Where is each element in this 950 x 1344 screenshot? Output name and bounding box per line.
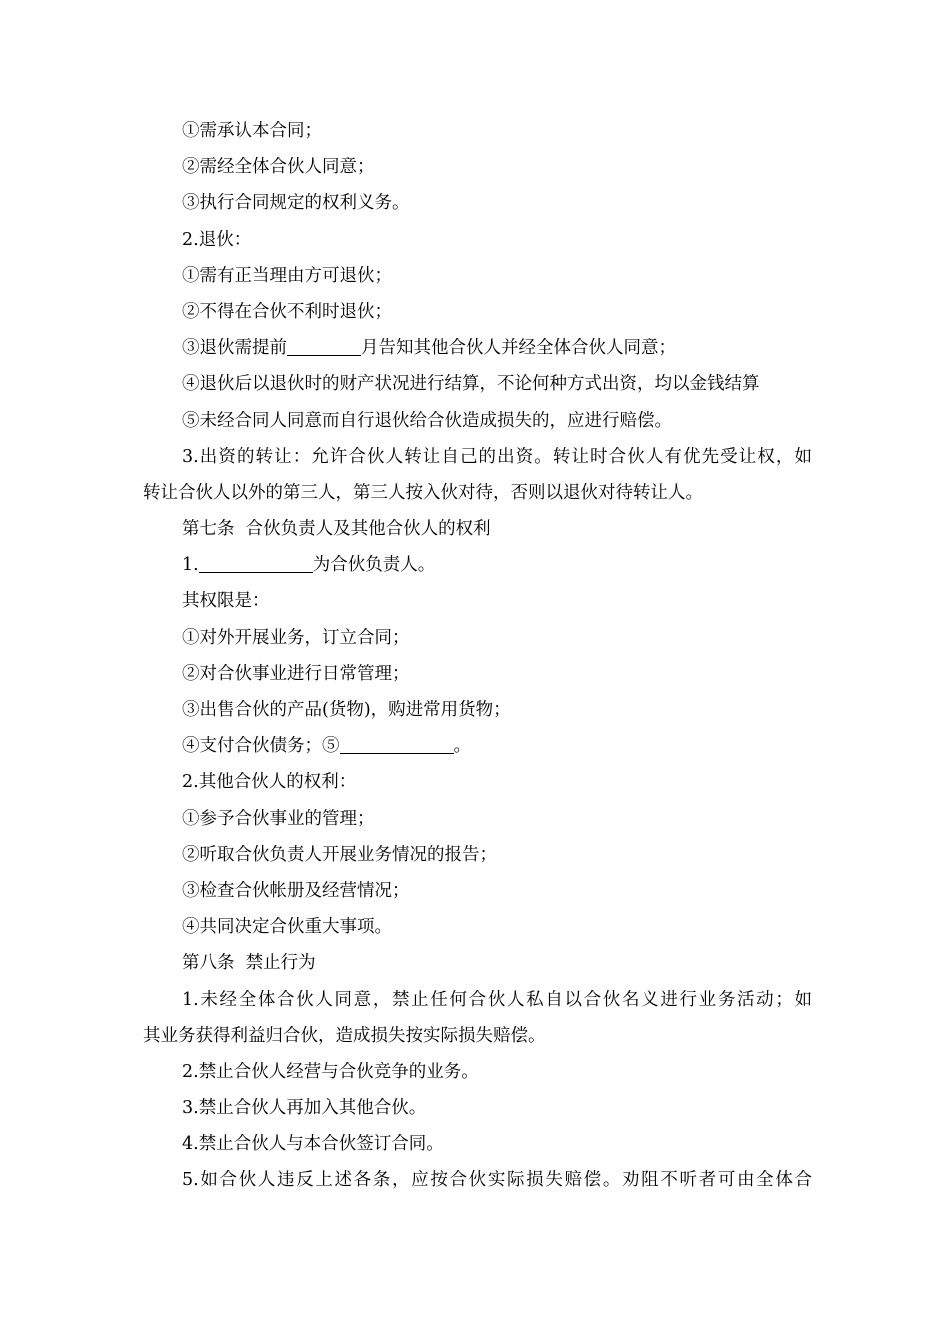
text-segment: ④支付合伙债务；⑤ bbox=[182, 736, 340, 757]
paragraph: ②需经全体合伙人同意； bbox=[182, 157, 375, 178]
paragraph: 4.禁止合伙人与本合伙签订合同。 bbox=[182, 1134, 444, 1155]
paragraph: ④共同决定合伙重大事项。 bbox=[182, 917, 392, 938]
paragraph-continuation: 转让合伙人以外的第三人，第三人按入伙对待，否则以退伙对待转让人。 bbox=[143, 482, 703, 503]
fill-in-blank bbox=[340, 733, 454, 754]
paragraph: ⑤未经合同人同意而自行退伙给合伙造成损失的，应进行赔偿。 bbox=[182, 410, 672, 431]
paragraph: ③执行合同规定的权利义务。 bbox=[182, 193, 410, 214]
paragraph: 2.其他合伙人的权利： bbox=[182, 772, 357, 793]
paragraph: ③出售合伙的产品(货物)，购进常用货物； bbox=[182, 700, 511, 720]
text-segment: ③退伙需提前 bbox=[182, 338, 287, 359]
paragraph bbox=[182, 547, 812, 583]
paragraph: 3.出资的转让：允许合伙人转让自己的出资。转让时合伙人有优先受让权，如 bbox=[182, 446, 812, 467]
text-segment: 。 bbox=[453, 736, 471, 757]
paragraph: ①对外开展业务，订立合同； bbox=[182, 627, 410, 648]
paragraph: 2.禁止合伙人经营与合伙竞争的业务。 bbox=[182, 1061, 479, 1082]
paragraph bbox=[182, 728, 812, 764]
paragraph: ①参予合伙事业的管理； bbox=[182, 808, 375, 829]
fill-in-blank bbox=[287, 335, 361, 356]
section-heading: 第八条 禁止行为 bbox=[182, 953, 316, 974]
paragraph-continuation: 其业务获得利益归合伙，造成损失按实际损失赔偿。 bbox=[143, 1025, 546, 1046]
paragraph: ④退伙后以退伙时的财产状况进行结算，不论何种方式出资，均以金钱结算 bbox=[182, 374, 760, 395]
paragraph: 2.退伙： bbox=[182, 229, 252, 250]
paragraph: 3.禁止合伙人再加入其他合伙。 bbox=[182, 1098, 427, 1119]
paragraph: 其权限是： bbox=[182, 591, 270, 612]
paragraph: 5.如合伙人违反上述各条，应按合伙实际损失赔偿。劝阻不听者可由全体合 bbox=[182, 1170, 812, 1191]
paragraph bbox=[182, 330, 812, 366]
text-segment: 为合伙负责人。 bbox=[312, 555, 436, 576]
text-segment: 1. bbox=[182, 555, 199, 576]
paragraph: ①需有正当理由方可退伙； bbox=[182, 265, 392, 286]
paragraph: ②对合伙事业进行日常管理； bbox=[182, 663, 410, 684]
document-page bbox=[0, 113, 950, 1199]
paragraph: ②听取合伙负责人开展业务情况的报告； bbox=[182, 844, 497, 865]
paragraph: ②不得在合伙不利时退伙； bbox=[182, 301, 392, 322]
paragraph: ③检查合伙帐册及经营情况； bbox=[182, 880, 410, 901]
paragraph: ①需承认本合同； bbox=[182, 121, 322, 141]
text-segment: 月告知其他合伙人并经全体合伙人同意； bbox=[361, 338, 676, 359]
paragraph: 1.未经全体合伙人同意，禁止任何合伙人私自以合伙名义进行业务活动；如 bbox=[182, 989, 812, 1010]
section-heading: 第七条 合伙负责人及其他合伙人的权利 bbox=[182, 519, 491, 540]
fill-in-blank bbox=[199, 552, 313, 573]
